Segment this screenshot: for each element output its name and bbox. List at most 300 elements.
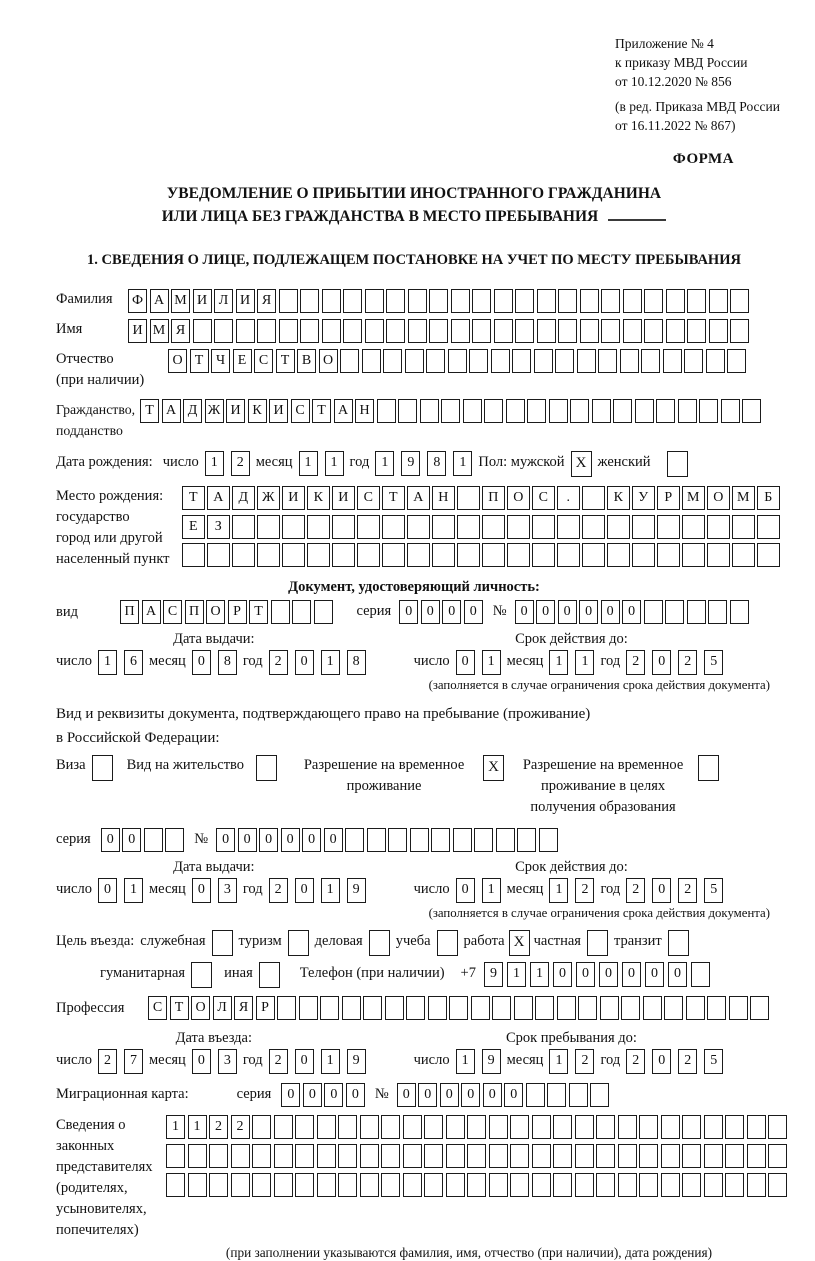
doc-number-cells[interactable] <box>515 600 749 624</box>
cell[interactable]: X <box>509 930 530 956</box>
cell[interactable]: А <box>407 486 430 510</box>
cell[interactable]: . <box>557 486 580 510</box>
cell[interactable] <box>338 1173 357 1197</box>
cell[interactable]: 3 <box>218 1049 237 1074</box>
cell[interactable]: Р <box>256 996 275 1020</box>
cell[interactable] <box>407 543 430 567</box>
cell[interactable] <box>707 543 730 567</box>
cell[interactable]: В <box>297 349 316 373</box>
cell[interactable]: 0 <box>101 828 120 852</box>
cell[interactable] <box>532 1173 551 1197</box>
cell[interactable] <box>725 1173 744 1197</box>
cell[interactable] <box>580 289 599 313</box>
cell[interactable]: И <box>332 486 355 510</box>
cell[interactable]: 3 <box>218 878 237 903</box>
cell[interactable] <box>467 1144 486 1168</box>
cell[interactable] <box>510 1173 529 1197</box>
birth-month-cells[interactable] <box>299 451 344 476</box>
cell[interactable] <box>699 399 718 423</box>
cell[interactable] <box>209 1173 228 1197</box>
entry-year-cells[interactable] <box>269 1049 366 1074</box>
cell[interactable]: 0 <box>192 1049 211 1074</box>
stay-day-cells[interactable] <box>456 1049 501 1074</box>
cell[interactable] <box>578 996 597 1020</box>
cell[interactable] <box>558 319 577 343</box>
cell[interactable] <box>663 349 682 373</box>
cell[interactable]: Ч <box>211 349 230 373</box>
cell[interactable]: 2 <box>575 878 594 903</box>
cell[interactable] <box>207 543 230 567</box>
profession-cells[interactable] <box>148 996 769 1020</box>
cell[interactable]: 0 <box>456 878 475 903</box>
purpose-official-checkbox[interactable] <box>212 930 233 956</box>
cell[interactable] <box>424 1115 443 1139</box>
cell[interactable]: 0 <box>601 600 620 624</box>
cell[interactable]: 2 <box>231 451 250 476</box>
birth-place-cells-row2[interactable] <box>182 515 780 539</box>
cell[interactable] <box>547 1083 566 1107</box>
cell[interactable] <box>510 1115 529 1139</box>
cell[interactable] <box>467 1115 486 1139</box>
cell[interactable] <box>365 289 384 313</box>
cell[interactable] <box>386 289 405 313</box>
cell[interactable] <box>363 996 382 1020</box>
cell[interactable] <box>747 1173 766 1197</box>
cell[interactable] <box>607 543 630 567</box>
cell[interactable] <box>252 1173 271 1197</box>
cell[interactable]: 1 <box>321 878 340 903</box>
cell[interactable]: З <box>207 515 230 539</box>
surname-cells[interactable] <box>128 289 749 313</box>
cell[interactable] <box>209 1144 228 1168</box>
cell[interactable] <box>661 1173 680 1197</box>
cell[interactable] <box>729 996 748 1020</box>
cell[interactable]: X <box>571 451 592 477</box>
cell[interactable]: 2 <box>575 1049 594 1074</box>
cell[interactable]: 0 <box>668 962 687 987</box>
cell[interactable] <box>678 399 697 423</box>
residence-permit-checkbox[interactable] <box>256 755 277 781</box>
cell[interactable] <box>482 515 505 539</box>
cell[interactable] <box>295 1115 314 1139</box>
cell[interactable] <box>343 289 362 313</box>
cell[interactable]: Я <box>171 319 190 343</box>
cell[interactable]: 0 <box>397 1083 416 1107</box>
cell[interactable]: 1 <box>166 1115 185 1139</box>
cell[interactable]: И <box>236 289 255 313</box>
purpose-work-checkbox[interactable] <box>509 930 530 956</box>
cell[interactable]: И <box>269 399 288 423</box>
cell[interactable]: 0 <box>418 1083 437 1107</box>
cell[interactable] <box>668 930 689 956</box>
cell[interactable]: 0 <box>645 962 664 987</box>
cell[interactable] <box>403 1144 422 1168</box>
cell[interactable]: О <box>707 486 730 510</box>
cell[interactable] <box>682 543 705 567</box>
cell[interactable] <box>682 1173 701 1197</box>
cell[interactable] <box>687 600 706 624</box>
cell[interactable]: 1 <box>530 962 549 987</box>
cell[interactable] <box>193 319 212 343</box>
doc-valid-month-cells[interactable] <box>549 650 594 675</box>
cell[interactable]: 8 <box>427 451 446 476</box>
cell[interactable] <box>621 996 640 1020</box>
cell[interactable] <box>457 515 480 539</box>
cell[interactable]: Т <box>190 349 209 373</box>
cell[interactable] <box>575 1115 594 1139</box>
cell[interactable] <box>698 755 719 781</box>
purpose-business-checkbox[interactable] <box>369 930 390 956</box>
cell[interactable]: Р <box>228 600 247 624</box>
cell[interactable] <box>555 349 574 373</box>
cell[interactable] <box>448 349 467 373</box>
cell[interactable]: И <box>282 486 305 510</box>
cell[interactable] <box>632 515 655 539</box>
cell[interactable]: М <box>150 319 169 343</box>
cell[interactable] <box>381 1115 400 1139</box>
cell[interactable] <box>429 319 448 343</box>
cell[interactable] <box>635 399 654 423</box>
cell[interactable] <box>338 1144 357 1168</box>
cell[interactable] <box>570 399 589 423</box>
cell[interactable]: 2 <box>626 650 645 675</box>
cell[interactable] <box>664 996 683 1020</box>
cell[interactable]: 8 <box>218 650 237 675</box>
cell[interactable] <box>507 515 530 539</box>
cell[interactable] <box>707 515 730 539</box>
cell[interactable]: 0 <box>259 828 278 852</box>
cell[interactable] <box>300 289 319 313</box>
cell[interactable] <box>730 600 749 624</box>
cell[interactable] <box>553 1173 572 1197</box>
cell[interactable] <box>709 319 728 343</box>
cell[interactable] <box>232 515 255 539</box>
cell[interactable] <box>757 543 780 567</box>
cell[interactable]: М <box>171 289 190 313</box>
cell[interactable] <box>537 319 556 343</box>
cell[interactable] <box>446 1173 465 1197</box>
cell[interactable] <box>656 399 675 423</box>
cell[interactable] <box>432 515 455 539</box>
cell[interactable]: Н <box>355 399 374 423</box>
purpose-private-checkbox[interactable] <box>587 930 608 956</box>
cell[interactable]: 0 <box>599 962 618 987</box>
cell[interactable] <box>386 319 405 343</box>
cell[interactable] <box>282 543 305 567</box>
cell[interactable] <box>299 996 318 1020</box>
cell[interactable] <box>557 515 580 539</box>
cell[interactable] <box>256 755 277 781</box>
cell[interactable] <box>279 289 298 313</box>
cell[interactable] <box>725 1144 744 1168</box>
cell[interactable]: 0 <box>98 878 117 903</box>
cell[interactable] <box>553 1144 572 1168</box>
cell[interactable] <box>332 543 355 567</box>
cell[interactable]: 1 <box>482 878 501 903</box>
cell[interactable] <box>665 600 684 624</box>
cell[interactable]: 1 <box>507 962 526 987</box>
cell[interactable] <box>295 1173 314 1197</box>
cell[interactable] <box>515 289 534 313</box>
cell[interactable]: Ж <box>205 399 224 423</box>
cell[interactable]: О <box>206 600 225 624</box>
representatives-cells-row3[interactable] <box>166 1173 787 1197</box>
permit-number-cells[interactable] <box>216 828 558 852</box>
cell[interactable] <box>527 399 546 423</box>
cell[interactable] <box>535 996 554 1020</box>
cell[interactable]: Т <box>312 399 331 423</box>
cell[interactable] <box>704 1115 723 1139</box>
cell[interactable] <box>747 1144 766 1168</box>
cell[interactable]: Т <box>276 349 295 373</box>
cell[interactable] <box>727 349 746 373</box>
cell[interactable] <box>274 1173 293 1197</box>
cell[interactable] <box>768 1144 787 1168</box>
cell[interactable]: 5 <box>704 650 723 675</box>
cell[interactable] <box>507 543 530 567</box>
cell[interactable] <box>607 515 630 539</box>
cell[interactable]: 0 <box>281 828 300 852</box>
cell[interactable]: 0 <box>461 1083 480 1107</box>
cell[interactable]: Е <box>233 349 252 373</box>
cell[interactable]: 2 <box>98 1049 117 1074</box>
cell[interactable]: 1 <box>549 1049 568 1074</box>
cell[interactable]: Ж <box>257 486 280 510</box>
cell[interactable] <box>314 600 333 624</box>
cell[interactable]: 2 <box>678 650 697 675</box>
cell[interactable]: Д <box>183 399 202 423</box>
cell[interactable] <box>257 543 280 567</box>
cell[interactable]: 0 <box>579 600 598 624</box>
cell[interactable] <box>408 289 427 313</box>
cell[interactable] <box>667 451 688 477</box>
cell[interactable]: 0 <box>504 1083 523 1107</box>
cell[interactable] <box>279 319 298 343</box>
cell[interactable] <box>446 1144 465 1168</box>
cell[interactable] <box>582 515 605 539</box>
cell[interactable] <box>453 828 472 852</box>
cell[interactable]: С <box>254 349 273 373</box>
cell[interactable] <box>332 515 355 539</box>
sex-male-checkbox[interactable] <box>571 451 592 477</box>
sex-female-checkbox[interactable] <box>667 451 688 477</box>
permit-valid-year-cells[interactable] <box>626 878 723 903</box>
permit-issue-day-cells[interactable] <box>98 878 143 903</box>
cell[interactable]: 5 <box>704 878 723 903</box>
migration-series-cells[interactable] <box>281 1083 365 1107</box>
cell[interactable]: 1 <box>575 650 594 675</box>
doc-issue-month-cells[interactable] <box>192 650 237 675</box>
cell[interactable] <box>489 1173 508 1197</box>
cell[interactable] <box>575 1144 594 1168</box>
cell[interactable] <box>166 1173 185 1197</box>
cell[interactable] <box>661 1144 680 1168</box>
cell[interactable]: Б <box>757 486 780 510</box>
cell[interactable] <box>592 399 611 423</box>
cell[interactable] <box>474 828 493 852</box>
cell[interactable] <box>295 1144 314 1168</box>
cell[interactable] <box>457 543 480 567</box>
cell[interactable]: 0 <box>622 600 641 624</box>
cell[interactable]: О <box>191 996 210 1020</box>
cell[interactable]: Я <box>257 289 276 313</box>
cell[interactable] <box>598 349 617 373</box>
cell[interactable] <box>494 289 513 313</box>
cell[interactable] <box>575 1173 594 1197</box>
cell[interactable] <box>557 543 580 567</box>
cell[interactable] <box>403 1173 422 1197</box>
visa-checkbox[interactable] <box>92 755 113 781</box>
cell[interactable] <box>643 996 662 1020</box>
cell[interactable]: 9 <box>347 878 366 903</box>
cell[interactable] <box>742 399 761 423</box>
cell[interactable]: О <box>507 486 530 510</box>
cell[interactable]: 0 <box>553 962 572 987</box>
cell[interactable] <box>449 996 468 1020</box>
cell[interactable] <box>620 349 639 373</box>
cell[interactable] <box>691 962 710 987</box>
cell[interactable] <box>472 289 491 313</box>
purpose-transit-checkbox[interactable] <box>668 930 689 956</box>
cell[interactable]: 9 <box>401 451 420 476</box>
cell[interactable] <box>601 289 620 313</box>
cell[interactable] <box>515 319 534 343</box>
cell[interactable] <box>357 543 380 567</box>
cell[interactable]: 0 <box>238 828 257 852</box>
cell[interactable]: Т <box>140 399 159 423</box>
cell[interactable]: П <box>185 600 204 624</box>
cell[interactable] <box>343 319 362 343</box>
cell[interactable] <box>231 1173 250 1197</box>
cell[interactable]: Я <box>234 996 253 1020</box>
cell[interactable] <box>577 349 596 373</box>
cell[interactable]: С <box>291 399 310 423</box>
cell[interactable] <box>257 515 280 539</box>
cell[interactable] <box>747 1115 766 1139</box>
permit-issue-month-cells[interactable] <box>192 878 237 903</box>
cell[interactable] <box>539 828 558 852</box>
cell[interactable]: 2 <box>231 1115 250 1139</box>
representatives-cells-row1[interactable] <box>166 1115 787 1139</box>
cell[interactable]: 0 <box>324 1083 343 1107</box>
cell[interactable] <box>469 349 488 373</box>
cell[interactable]: 1 <box>299 451 318 476</box>
cell[interactable] <box>406 996 425 1020</box>
cell[interactable] <box>687 289 706 313</box>
doc-issue-day-cells[interactable] <box>98 650 143 675</box>
cell[interactable]: С <box>163 600 182 624</box>
cell[interactable]: П <box>120 600 139 624</box>
permit-valid-month-cells[interactable] <box>549 878 594 903</box>
cell[interactable] <box>307 543 330 567</box>
cell[interactable]: 2 <box>209 1115 228 1139</box>
cell[interactable] <box>144 828 163 852</box>
cell[interactable]: 1 <box>453 451 472 476</box>
cell[interactable] <box>757 515 780 539</box>
cell[interactable] <box>618 1173 637 1197</box>
cell[interactable]: 9 <box>482 1049 501 1074</box>
cell[interactable] <box>534 349 553 373</box>
cell[interactable]: 1 <box>124 878 143 903</box>
cell[interactable] <box>360 1144 379 1168</box>
cell[interactable]: 7 <box>124 1049 143 1074</box>
cell[interactable] <box>491 349 510 373</box>
cell[interactable]: С <box>532 486 555 510</box>
cell[interactable] <box>484 399 503 423</box>
cell[interactable] <box>446 1115 465 1139</box>
cell[interactable] <box>657 543 680 567</box>
cell[interactable] <box>382 515 405 539</box>
cell[interactable] <box>432 543 455 567</box>
cell[interactable]: 0 <box>295 878 314 903</box>
cell[interactable] <box>437 930 458 956</box>
cell[interactable] <box>322 289 341 313</box>
cell[interactable] <box>639 1115 658 1139</box>
cell[interactable]: А <box>142 600 161 624</box>
cell[interactable] <box>492 996 511 1020</box>
cell[interactable]: 2 <box>626 1049 645 1074</box>
migration-number-cells[interactable] <box>397 1083 610 1107</box>
cell[interactable] <box>317 1173 336 1197</box>
cell[interactable]: 0 <box>346 1083 365 1107</box>
cell[interactable]: К <box>307 486 330 510</box>
cell[interactable]: Д <box>232 486 255 510</box>
cell[interactable] <box>377 399 396 423</box>
doc-issue-year-cells[interactable] <box>269 650 366 675</box>
purpose-study-checkbox[interactable] <box>437 930 458 956</box>
cell[interactable] <box>467 1173 486 1197</box>
cell[interactable] <box>360 1173 379 1197</box>
cell[interactable]: А <box>334 399 353 423</box>
cell[interactable] <box>472 319 491 343</box>
cell[interactable] <box>666 319 685 343</box>
cell[interactable] <box>657 515 680 539</box>
cell[interactable] <box>730 319 749 343</box>
cell[interactable] <box>682 515 705 539</box>
cell[interactable] <box>750 996 769 1020</box>
cell[interactable] <box>463 399 482 423</box>
cell[interactable] <box>383 349 402 373</box>
cell[interactable]: Е <box>182 515 205 539</box>
cell[interactable] <box>632 543 655 567</box>
cell[interactable] <box>558 289 577 313</box>
doc-series-cells[interactable] <box>399 600 483 624</box>
cell[interactable]: 1 <box>321 1049 340 1074</box>
cell[interactable] <box>451 319 470 343</box>
cell[interactable] <box>408 319 427 343</box>
cell[interactable]: 0 <box>440 1083 459 1107</box>
cell[interactable]: С <box>357 486 380 510</box>
cell[interactable] <box>596 1144 615 1168</box>
cell[interactable] <box>526 1083 545 1107</box>
cell[interactable]: 0 <box>652 1049 671 1074</box>
cell[interactable]: 0 <box>295 1049 314 1074</box>
cell[interactable] <box>182 543 205 567</box>
cell[interactable] <box>236 319 255 343</box>
cell[interactable]: К <box>248 399 267 423</box>
cell[interactable] <box>212 930 233 956</box>
cell[interactable]: 5 <box>704 1049 723 1074</box>
cell[interactable] <box>704 1144 723 1168</box>
stay-month-cells[interactable] <box>549 1049 594 1074</box>
cell[interactable] <box>706 349 725 373</box>
cell[interactable] <box>644 600 663 624</box>
cell[interactable] <box>682 1144 701 1168</box>
cell[interactable] <box>582 486 605 510</box>
cell[interactable]: Т <box>249 600 268 624</box>
cell[interactable]: Т <box>170 996 189 1020</box>
cell[interactable] <box>259 962 280 988</box>
